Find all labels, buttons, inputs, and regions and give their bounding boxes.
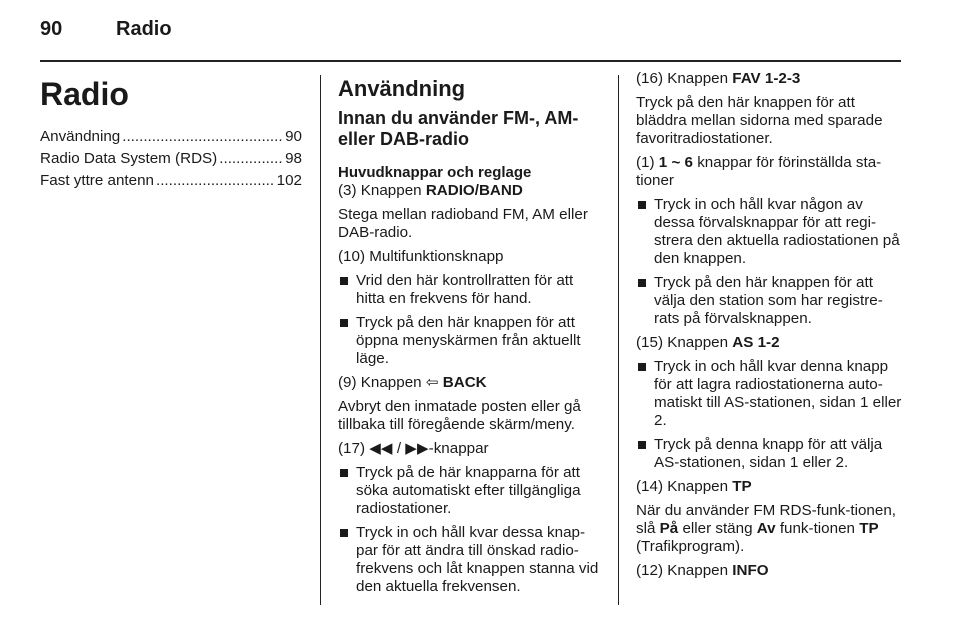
toc-leader-dots	[219, 150, 283, 168]
list-item-text: Tryck på den här knappen för att öppna menyskärmen från aktuellt läge.	[356, 314, 581, 367]
back-name: BACK	[442, 374, 487, 391]
fav-name: FAV 1-2-3	[732, 70, 801, 87]
toc-column	[40, 70, 302, 194]
bullet-square-icon	[340, 319, 348, 327]
subsection-title-line-2: eller DAB-radio	[338, 129, 470, 149]
bullet-square-icon	[638, 441, 646, 449]
fav-prefix: (16) Knappen	[636, 70, 733, 87]
section-title: Användning	[338, 76, 466, 101]
subsection-title	[338, 108, 606, 150]
content-column-2	[338, 70, 606, 602]
bullet-square-icon	[638, 363, 646, 371]
toc-entry-label: Radio Data System (RDS)	[40, 150, 218, 167]
bullet-square-icon	[340, 277, 348, 285]
radio-band-name: RADIO/BAND	[425, 182, 523, 199]
list-item	[338, 464, 606, 518]
page-number: 90	[40, 18, 63, 40]
seek-suffix: -knappar	[428, 440, 489, 457]
tp-label	[636, 478, 902, 496]
list-item-text: Tryck på denna knapp för att välja AS-stationen, sidan 1 eller 2.	[654, 436, 883, 471]
bullet-square-icon	[638, 201, 646, 209]
tp-desc-part: eller stäng	[678, 520, 757, 537]
seek-label	[338, 440, 606, 458]
toc-entry-anvandning[interactable]	[40, 128, 302, 146]
back-label	[338, 374, 606, 392]
info-name: INFO	[732, 562, 769, 579]
toc-entry-label: Användning	[40, 128, 121, 145]
page-header	[40, 18, 900, 48]
toc-entry-label: Fast yttre antenn	[40, 172, 154, 189]
subsection-title-line-1: Innan du använder FM-, AM-	[338, 108, 579, 128]
back-prefix: (9) Knappen	[338, 374, 426, 391]
seek-forward-icon: ▶▶	[405, 440, 429, 457]
list-item	[338, 272, 606, 308]
back-desc: Avbryt den inmatade posten eller gå tillbaka till föregående skärm/meny.	[338, 398, 581, 433]
toc-entry-antenn[interactable]	[40, 172, 302, 190]
back-arrow-icon: ⇦	[425, 374, 439, 391]
chapter-title: Radio	[40, 76, 129, 112]
controls-heading: Huvudknappar och reglage	[338, 164, 532, 181]
tp-desc	[636, 502, 902, 556]
list-item-text: Tryck in och håll kvar denna knapp för att lagra radiostationerna auto-matiskt till AS-stationen, sidan 1 eller 2.	[654, 358, 902, 429]
presets-prefix: (1)	[636, 154, 659, 171]
list-item	[636, 358, 902, 430]
as-label	[636, 334, 902, 352]
seek-prefix: (17)	[338, 440, 370, 457]
radio-band-prefix: (3) Knappen	[338, 182, 426, 199]
tp-on: På	[659, 520, 679, 537]
header-rule	[40, 60, 901, 62]
fav-desc: Tryck på den här knappen för att bläddra mellan sidorna med sparade favoritradiostationer.	[636, 94, 883, 147]
list-item	[636, 196, 902, 268]
presets-suffix: knappar för förinställda sta-tioner	[636, 154, 882, 189]
as-name: AS 1-2	[732, 334, 780, 351]
info-label	[636, 562, 902, 580]
bullet-square-icon	[638, 279, 646, 287]
list-item	[636, 436, 902, 472]
presets-name: 1 ~ 6	[658, 154, 693, 171]
tp-word: TP	[859, 520, 879, 537]
list-item	[338, 524, 606, 596]
column-divider-1	[320, 75, 321, 605]
toc-entry-page: 90	[285, 128, 302, 145]
toc-entry-rds[interactable]	[40, 150, 302, 168]
list-item-text: Tryck in och håll kvar dessa knap-par för att ändra till önskad radio-frekvens och låt knappen stanna vid den aktuella frekvensen.	[356, 524, 599, 595]
toc-entry-page: 102	[276, 172, 302, 189]
fav-label	[636, 70, 902, 88]
list-item	[636, 274, 902, 328]
radio-band-label	[338, 182, 606, 200]
multifunction-label: (10) Multifunktionsknapp	[338, 248, 504, 265]
column-divider-2	[618, 75, 619, 605]
toc-leader-dots	[156, 172, 275, 190]
tp-name: TP	[732, 478, 752, 495]
radio-band-desc: Stega mellan radioband FM, AM eller DAB-radio.	[338, 206, 588, 241]
as-prefix: (15) Knappen	[636, 334, 733, 351]
presets-label	[636, 154, 902, 190]
toc-entry-page: 98	[285, 150, 302, 167]
bullet-square-icon	[340, 529, 348, 537]
tp-off: Av	[756, 520, 776, 537]
list-item	[338, 314, 606, 368]
list-item-text: Tryck in och håll kvar någon av dessa förvalsknappar för att regi-strera den aktuella radiostationen på den knappen.	[654, 196, 900, 267]
bullet-square-icon	[340, 469, 348, 477]
toc-leader-dots	[122, 128, 283, 146]
seek-back-icon: ◀◀	[369, 440, 393, 457]
list-item-text: Tryck på de här knapparna för att söka automatiskt efter tillgängliga radiostationer.	[356, 464, 581, 517]
tp-desc-part: När du använder FM RDS-funk-tionen, slå	[636, 502, 896, 537]
info-prefix: (12) Knappen	[636, 562, 733, 579]
tp-desc-part: funk-tionen	[775, 520, 860, 537]
tp-prefix: (14) Knappen	[636, 478, 733, 495]
tp-desc-part: (Trafikprogram).	[636, 538, 745, 555]
list-item-text: Vrid den här kontrollratten för att hitta en frekvens för hand.	[356, 272, 574, 307]
seek-separator: /	[392, 440, 406, 457]
running-title: Radio	[116, 18, 172, 40]
list-item-text: Tryck på den här knappen för att välja den station som har registre-rats på förvalsknappen.	[654, 274, 883, 327]
content-column-3	[636, 70, 902, 586]
